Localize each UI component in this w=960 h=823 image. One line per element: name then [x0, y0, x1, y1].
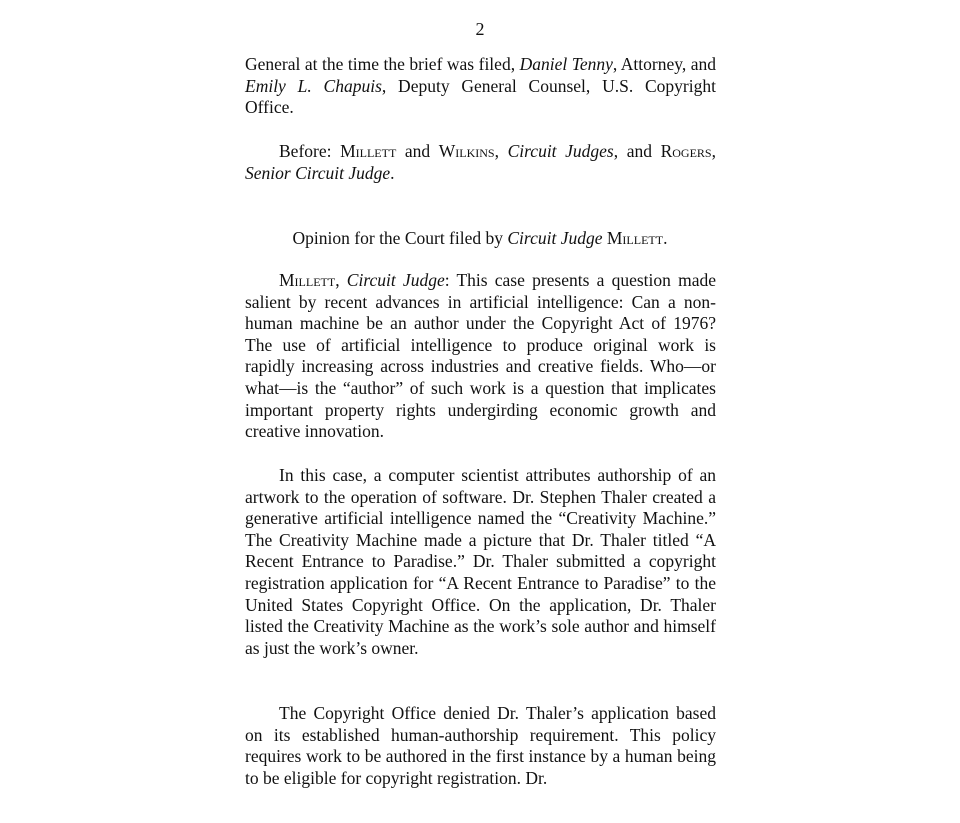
opinion-paragraph-2: In this case, a computer scientist attributes authorship of an artwork to the operation of software. Dr. Stephen Thaler created a generative artificial intelligence named the “Creativity Machine.” The Creativity Machine made a picture that Dr. Thaler titled “A Recent Entrance to Paradise.” Dr. Thaler submitted a copyright registration application for “A Recent Entrance to Paradise” to the United States Copyright Office. On the application, Dr. Thaler listed the Creativity Machine as the work’s sole author and himself as just the work’s owner.	[245, 465, 716, 658]
judge-name: Millett	[279, 270, 336, 290]
judge-name: Millett	[606, 228, 664, 248]
panel-paragraph	[245, 141, 716, 184]
counsel-text: , Deputy General Counsel, U.S. Copyright Office.	[245, 75, 716, 118]
counsel-paragraph	[245, 54, 716, 119]
paragraph-text: : This case presents a question made salient by recent advances in artificial intelligence: Can a non-human machine be an author under the Copyright Act of 1976? The use of artificial intelligence to produce original work is rapidly increasing across industries and creative fields. Who—or what—is the “author” of such work is a question that implicates important property rights undergirding economic growth and creative innovation.	[245, 270, 716, 442]
judge-title: Circuit Judge	[507, 228, 603, 248]
panel-prefix: Before:	[279, 141, 341, 161]
counsel-text: General at the time the brief was filed,	[245, 54, 520, 74]
paragraph-text: ,	[335, 270, 347, 290]
opinion-text: .	[663, 228, 668, 248]
judge-name: Millett	[340, 141, 397, 161]
judge-name: Rogers	[660, 141, 712, 161]
judge-title: Senior Circuit Judge	[245, 162, 391, 183]
page-number: 2	[475, 19, 485, 39]
panel-text: and	[396, 141, 439, 161]
judge-title: Circuit Judge	[346, 270, 445, 290]
panel-text: ,	[494, 141, 508, 161]
counsel-name: Emily L. Chapuis	[245, 75, 382, 96]
judge-title: Circuit Judges	[507, 141, 614, 161]
judge-name: Wilkins	[438, 141, 495, 161]
opinion-text: Opinion for the Court filed by	[292, 228, 508, 248]
counsel-name: Daniel Tenny	[519, 54, 613, 74]
panel-text: .	[390, 162, 395, 183]
counsel-text: , Attorney, and	[612, 54, 716, 74]
opinion-line	[0, 228, 960, 250]
opinion-paragraph-3: The Copyright Office denied Dr. Thaler’s application based on its established human-authorship requirement. This policy requires work to be authored in the first instance by a human being to be eligible for copyright registration. Dr.	[245, 703, 716, 788]
opinion-paragraph-1	[245, 270, 716, 443]
panel-text: ,	[711, 141, 716, 161]
panel-text: , and	[613, 141, 661, 161]
